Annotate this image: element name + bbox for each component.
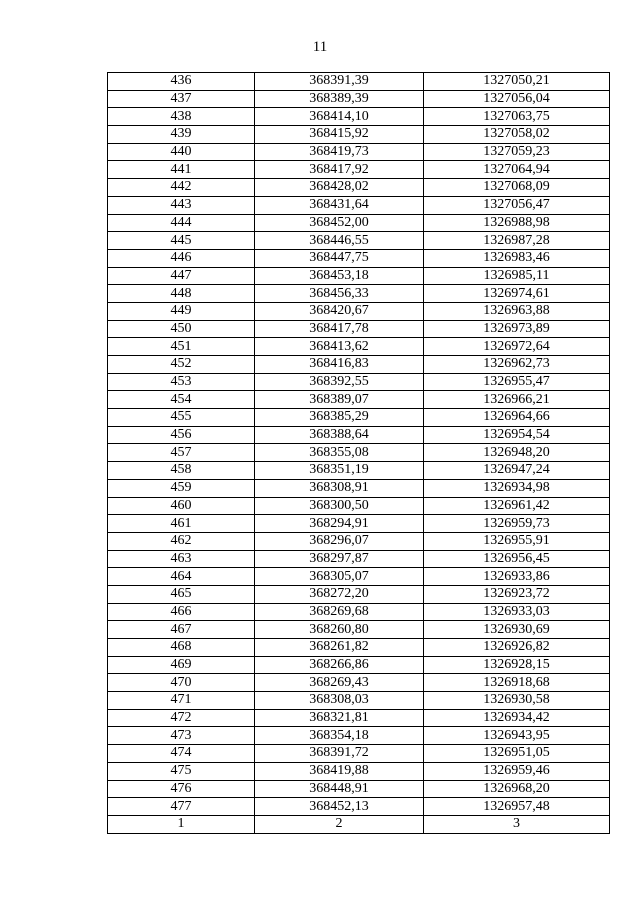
- point-number-cell: 437: [108, 90, 255, 108]
- x-coordinate-cell: 368419,73: [255, 143, 424, 161]
- table-row: [108, 126, 610, 144]
- x-coordinate-cell: 368446,55: [255, 232, 424, 250]
- y-coordinate-cell: 1326959,46: [424, 762, 610, 780]
- table-row: [108, 108, 610, 126]
- x-coordinate-cell: 368300,50: [255, 497, 424, 515]
- y-coordinate-cell: 1326985,11: [424, 267, 610, 285]
- y-coordinate-cell: 1326988,98: [424, 214, 610, 232]
- x-coordinate-cell: 368354,18: [255, 727, 424, 745]
- x-coordinate-cell: 368419,88: [255, 762, 424, 780]
- point-number-cell: 465: [108, 585, 255, 603]
- page-number: 11: [312, 39, 328, 55]
- x-coordinate-cell: 368305,07: [255, 568, 424, 586]
- x-coordinate-cell: 368269,43: [255, 674, 424, 692]
- y-coordinate-cell: 1326947,24: [424, 462, 610, 480]
- y-coordinate-cell: 1326928,15: [424, 656, 610, 674]
- x-coordinate-cell: 368448,91: [255, 780, 424, 798]
- x-coordinate-cell: 368416,83: [255, 356, 424, 374]
- point-number-cell: 470: [108, 674, 255, 692]
- y-coordinate-cell: 1326933,86: [424, 568, 610, 586]
- x-coordinate-cell: 368415,92: [255, 126, 424, 144]
- table-row: [108, 568, 610, 586]
- point-number-cell: 441: [108, 161, 255, 179]
- column-number-1: 1: [108, 815, 255, 833]
- point-number-cell: 464: [108, 568, 255, 586]
- y-coordinate-cell: 1327058,02: [424, 126, 610, 144]
- x-coordinate-cell: 368452,13: [255, 798, 424, 816]
- y-coordinate-cell: 1327059,23: [424, 143, 610, 161]
- x-coordinate-cell: 368308,03: [255, 692, 424, 710]
- table-row: [108, 621, 610, 639]
- x-coordinate-cell: 368420,67: [255, 302, 424, 320]
- table-row: [108, 780, 610, 798]
- column-number-2: 2: [255, 815, 424, 833]
- table-row: [108, 497, 610, 515]
- x-coordinate-cell: 368385,29: [255, 409, 424, 427]
- y-coordinate-cell: 1327063,75: [424, 108, 610, 126]
- table-row: [108, 426, 610, 444]
- y-coordinate-cell: 1326961,42: [424, 497, 610, 515]
- x-coordinate-cell: 368428,02: [255, 179, 424, 197]
- table-row: [108, 727, 610, 745]
- coordinates-table: [107, 72, 610, 834]
- x-coordinate-cell: 368413,62: [255, 338, 424, 356]
- x-coordinate-cell: 368452,00: [255, 214, 424, 232]
- x-coordinate-cell: 368296,07: [255, 532, 424, 550]
- table-row: [108, 320, 610, 338]
- point-number-cell: 439: [108, 126, 255, 144]
- y-coordinate-cell: 1326968,20: [424, 780, 610, 798]
- point-number-cell: 438: [108, 108, 255, 126]
- table-row: [108, 391, 610, 409]
- point-number-cell: 444: [108, 214, 255, 232]
- table-row: [108, 302, 610, 320]
- x-coordinate-cell: 368414,10: [255, 108, 424, 126]
- x-coordinate-cell: 368321,81: [255, 709, 424, 727]
- point-number-cell: 452: [108, 356, 255, 374]
- y-coordinate-cell: 1326983,46: [424, 249, 610, 267]
- point-number-cell: 477: [108, 798, 255, 816]
- y-coordinate-cell: 1326948,20: [424, 444, 610, 462]
- y-coordinate-cell: 1326955,91: [424, 532, 610, 550]
- x-coordinate-cell: 368392,55: [255, 373, 424, 391]
- column-number-3: 3: [424, 815, 610, 833]
- table-row: [108, 161, 610, 179]
- point-number-cell: 468: [108, 639, 255, 657]
- table-row: [108, 745, 610, 763]
- table-row: [108, 479, 610, 497]
- y-coordinate-cell: 1326964,66: [424, 409, 610, 427]
- point-number-cell: 471: [108, 692, 255, 710]
- table-row: [108, 356, 610, 374]
- table-row: [108, 285, 610, 303]
- y-coordinate-cell: 1326930,58: [424, 692, 610, 710]
- table-row: [108, 532, 610, 550]
- y-coordinate-cell: 1326934,42: [424, 709, 610, 727]
- table-row: [108, 267, 610, 285]
- table-row: [108, 214, 610, 232]
- table-row: [108, 603, 610, 621]
- point-number-cell: 446: [108, 249, 255, 267]
- point-number-cell: 455: [108, 409, 255, 427]
- y-coordinate-cell: 1326972,64: [424, 338, 610, 356]
- table-row: [108, 585, 610, 603]
- point-number-cell: 457: [108, 444, 255, 462]
- y-coordinate-cell: 1326933,03: [424, 603, 610, 621]
- x-coordinate-cell: 368294,91: [255, 515, 424, 533]
- x-coordinate-cell: 368272,20: [255, 585, 424, 603]
- x-coordinate-cell: 368391,72: [255, 745, 424, 763]
- table-row: [108, 674, 610, 692]
- point-number-cell: 454: [108, 391, 255, 409]
- table-row: [108, 515, 610, 533]
- point-number-cell: 436: [108, 73, 255, 91]
- table-row: [108, 656, 610, 674]
- x-coordinate-cell: 368431,64: [255, 196, 424, 214]
- table-row: [108, 249, 610, 267]
- table-row: [108, 709, 610, 727]
- point-number-cell: 440: [108, 143, 255, 161]
- point-number-cell: 458: [108, 462, 255, 480]
- y-coordinate-cell: 1326959,73: [424, 515, 610, 533]
- point-number-cell: 451: [108, 338, 255, 356]
- x-coordinate-cell: 368389,39: [255, 90, 424, 108]
- point-number-cell: 461: [108, 515, 255, 533]
- x-coordinate-cell: 368351,19: [255, 462, 424, 480]
- y-coordinate-cell: 1326930,69: [424, 621, 610, 639]
- y-coordinate-cell: 1326923,72: [424, 585, 610, 603]
- y-coordinate-cell: 1327050,21: [424, 73, 610, 91]
- x-coordinate-cell: 368297,87: [255, 550, 424, 568]
- table-row: [108, 338, 610, 356]
- table-row: [108, 798, 610, 816]
- y-coordinate-cell: 1326973,89: [424, 320, 610, 338]
- x-coordinate-cell: 368389,07: [255, 391, 424, 409]
- y-coordinate-cell: 1326918,68: [424, 674, 610, 692]
- x-coordinate-cell: 368417,78: [255, 320, 424, 338]
- x-coordinate-cell: 368266,86: [255, 656, 424, 674]
- point-number-cell: 459: [108, 479, 255, 497]
- table-row: [108, 73, 610, 91]
- table-row: [108, 409, 610, 427]
- point-number-cell: 469: [108, 656, 255, 674]
- table-row: [108, 196, 610, 214]
- x-coordinate-cell: 368456,33: [255, 285, 424, 303]
- point-number-cell: 445: [108, 232, 255, 250]
- x-coordinate-cell: 368447,75: [255, 249, 424, 267]
- y-coordinate-cell: 1326943,95: [424, 727, 610, 745]
- point-number-cell: 466: [108, 603, 255, 621]
- y-coordinate-cell: 1326926,82: [424, 639, 610, 657]
- table-row: [108, 762, 610, 780]
- x-coordinate-cell: 368269,68: [255, 603, 424, 621]
- point-number-cell: 476: [108, 780, 255, 798]
- y-coordinate-cell: 1326987,28: [424, 232, 610, 250]
- table-row: [108, 639, 610, 657]
- x-coordinate-cell: 368355,08: [255, 444, 424, 462]
- y-coordinate-cell: 1326956,45: [424, 550, 610, 568]
- y-coordinate-cell: 1326954,54: [424, 426, 610, 444]
- table-row: [108, 90, 610, 108]
- column-numbers-row: [108, 815, 610, 833]
- y-coordinate-cell: 1326955,47: [424, 373, 610, 391]
- y-coordinate-cell: 1327068,09: [424, 179, 610, 197]
- x-coordinate-cell: 368453,18: [255, 267, 424, 285]
- x-coordinate-cell: 368261,82: [255, 639, 424, 657]
- y-coordinate-cell: 1327056,04: [424, 90, 610, 108]
- y-coordinate-cell: 1326974,61: [424, 285, 610, 303]
- point-number-cell: 450: [108, 320, 255, 338]
- point-number-cell: 453: [108, 373, 255, 391]
- table-row: [108, 232, 610, 250]
- y-coordinate-cell: 1327056,47: [424, 196, 610, 214]
- x-coordinate-cell: 368388,64: [255, 426, 424, 444]
- table-row: [108, 550, 610, 568]
- y-coordinate-cell: 1326962,73: [424, 356, 610, 374]
- y-coordinate-cell: 1326966,21: [424, 391, 610, 409]
- point-number-cell: 460: [108, 497, 255, 515]
- table-row: [108, 373, 610, 391]
- y-coordinate-cell: 1326963,88: [424, 302, 610, 320]
- point-number-cell: 467: [108, 621, 255, 639]
- point-number-cell: 443: [108, 196, 255, 214]
- point-number-cell: 475: [108, 762, 255, 780]
- table-row: [108, 179, 610, 197]
- y-coordinate-cell: 1326934,98: [424, 479, 610, 497]
- x-coordinate-cell: 368391,39: [255, 73, 424, 91]
- y-coordinate-cell: 1326957,48: [424, 798, 610, 816]
- point-number-cell: 472: [108, 709, 255, 727]
- table-row: [108, 143, 610, 161]
- x-coordinate-cell: 368260,80: [255, 621, 424, 639]
- point-number-cell: 474: [108, 745, 255, 763]
- point-number-cell: 448: [108, 285, 255, 303]
- coordinates-table-body: [108, 73, 610, 816]
- point-number-cell: 442: [108, 179, 255, 197]
- point-number-cell: 456: [108, 426, 255, 444]
- point-number-cell: 463: [108, 550, 255, 568]
- y-coordinate-cell: 1326951,05: [424, 745, 610, 763]
- point-number-cell: 449: [108, 302, 255, 320]
- x-coordinate-cell: 368417,92: [255, 161, 424, 179]
- table-row: [108, 692, 610, 710]
- table-row: [108, 444, 610, 462]
- y-coordinate-cell: 1327064,94: [424, 161, 610, 179]
- point-number-cell: 447: [108, 267, 255, 285]
- point-number-cell: 473: [108, 727, 255, 745]
- table-row: [108, 462, 610, 480]
- x-coordinate-cell: 368308,91: [255, 479, 424, 497]
- point-number-cell: 462: [108, 532, 255, 550]
